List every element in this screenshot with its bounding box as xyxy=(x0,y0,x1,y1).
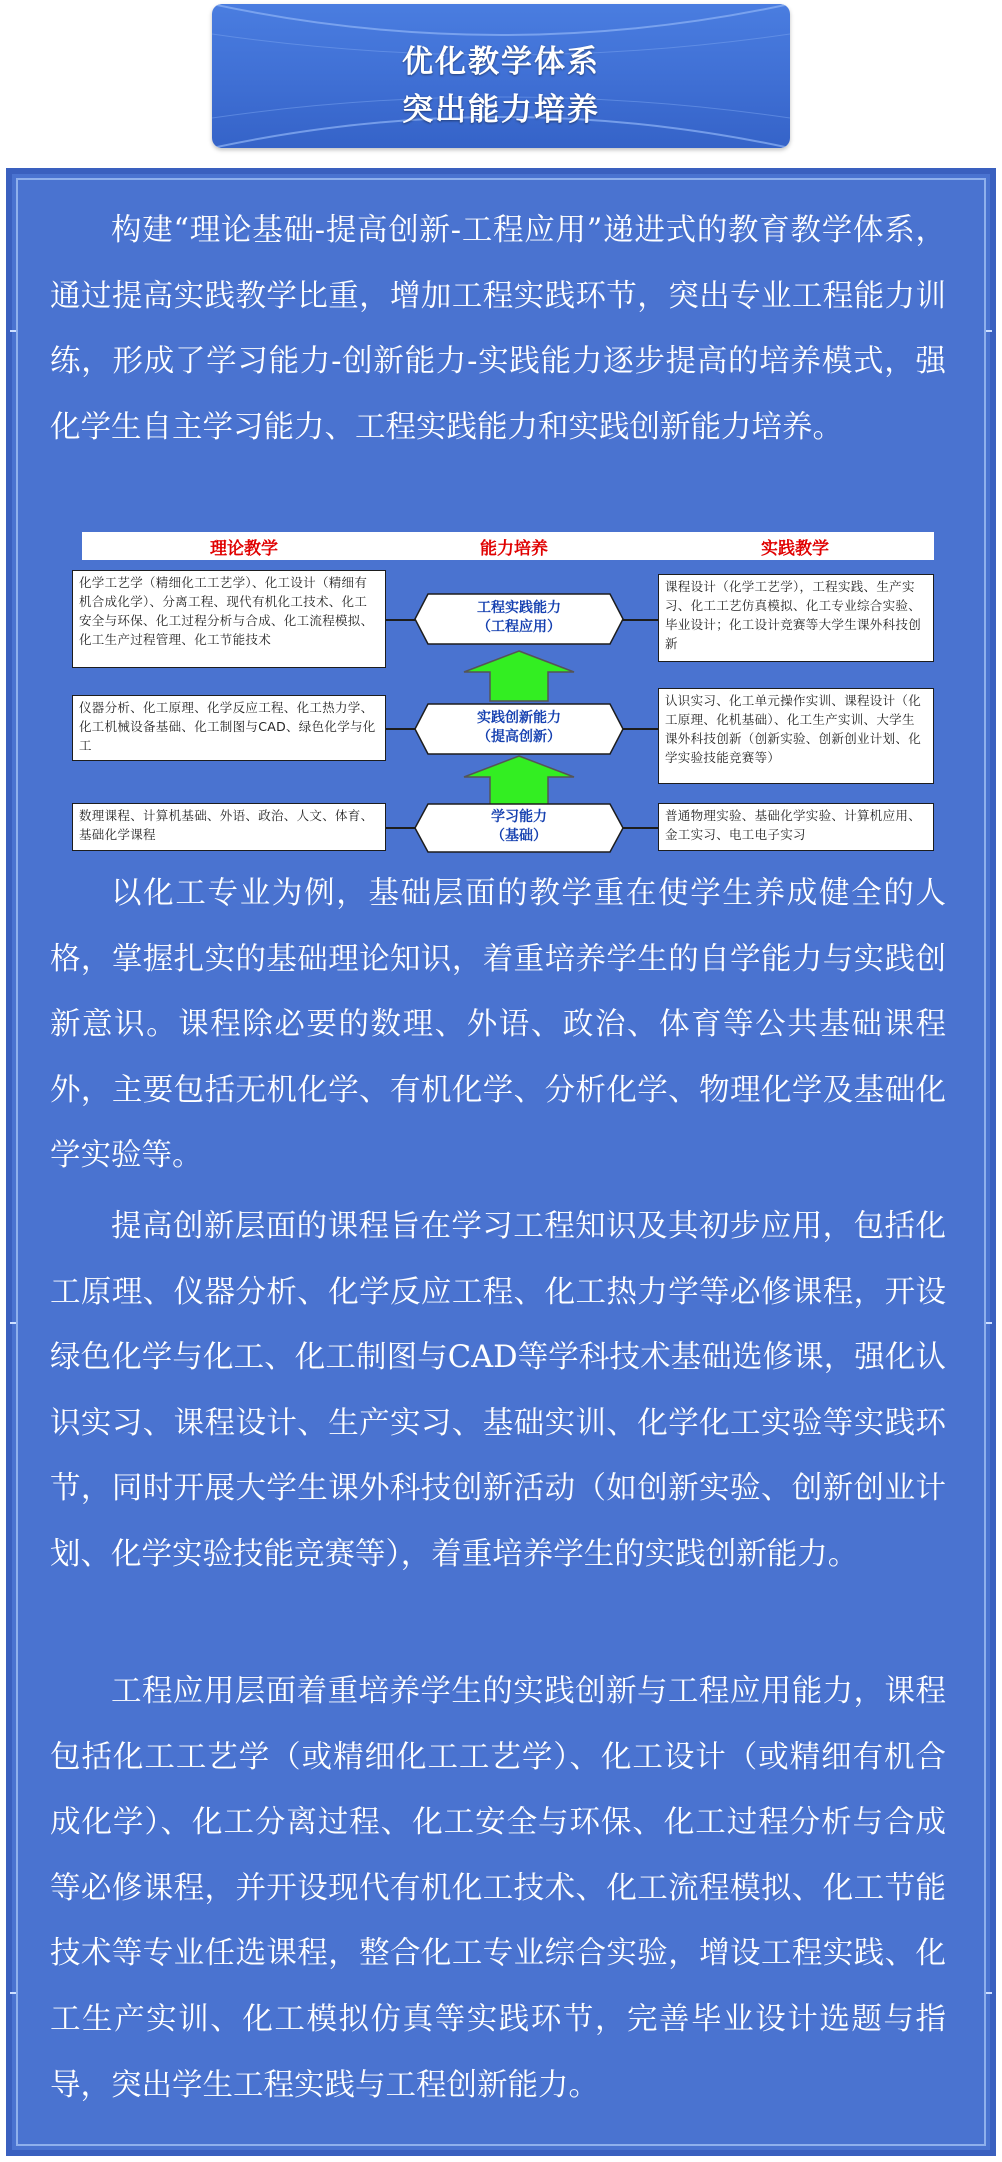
ability-label: 实践创新能力 xyxy=(477,710,561,726)
up-arrow-icon xyxy=(462,755,576,807)
connector-line xyxy=(623,728,658,730)
edge-tick xyxy=(10,330,16,332)
ability-label: 学习能力 xyxy=(491,809,547,825)
paragraph-intro: 构建“理论基础-提高创新-工程应用”递进式的教育教学体系，通过提高实践教学比重，增加工程实践环节，突出专业工程能力训练，形成了学习能力-创新能力-实践能力逐步提高的培养模式，强化学生自主学习能力、工程实践能力和实践创新能力培养。 xyxy=(50,213,946,445)
paragraph-engineering-level: 工程应用层面着重培养学生的实践创新与工程应用能力，课程包括化工工艺学（或精细化工工艺学）、化工设计（或精细有机合成化学）、化工分离过程、化工安全与环保、化工过程分析与合成等必修课程，并开设现代有机化工技术、化工流程模拟、化工节能技术等专业任选课程，整合化工专业综合实验，增设工程实践、化工生产实训、化工模拟仿真等实践环节，完善毕业设计选题与指导，突出学生工程实践与工程创新能力。 xyxy=(50,1674,946,2103)
ability-node-basic xyxy=(414,803,624,851)
edge-tick xyxy=(986,1992,992,1994)
connector-line xyxy=(623,827,658,829)
paragraph-basic-level: 以化工专业为例，基础层面的教学重在使学生养成健全的人格，掌握扎实的基础理论知识，着重培养学生的自学能力与实践创新意识。课程除必要的数理、外语、政治、体育等公共基础课程外，主要包括无机化学、有机化学、分析化学、物理化学及基础化学实验等。 xyxy=(50,876,946,1174)
ability-sublabel: （工程应用） xyxy=(477,619,561,635)
header-theory: 理论教学 xyxy=(210,539,278,559)
ability-sublabel: （提高创新） xyxy=(477,729,561,745)
title-banner xyxy=(212,4,790,148)
edge-tick xyxy=(10,1322,16,1324)
connector-line xyxy=(385,728,415,730)
connector-line xyxy=(623,619,658,621)
banner-title-line-2: 突出能力培养 xyxy=(402,92,600,128)
connector-line xyxy=(385,827,415,829)
header-ability: 能力培养 xyxy=(480,539,548,559)
diagram-header-row xyxy=(82,532,934,560)
edge-tick xyxy=(986,1322,992,1324)
edge-tick xyxy=(10,1992,16,1994)
connector-line xyxy=(385,619,415,621)
paragraph-innovation-level: 提高创新层面的课程旨在学习工程知识及其初步应用，包括化工原理、仪器分析、化学反应工程、化工热力学等必修课程，开设绿色化学与化工、化工制图与CAD等学科技术基础选修课，强化认识实习、课程设计、生产实习、基础实训、化学化工实验等实践环节，同时开展大学生课外科技创新活动（如创新实验、创新创业计划、化学实验技能竞赛等），着重培养学生的实践创新能力。 xyxy=(50,1209,946,1572)
practice-box-basic: 普通物理实验、基础化学实验、计算机应用、金工实习、电工电子实习 xyxy=(658,803,934,851)
theory-box-basic: 数理课程、计算机基础、外语、政治、人文、体育、基础化学课程 xyxy=(72,803,386,851)
practice-box-engineering: 课程设计（化学工艺学），工程实践、生产实习、化工工艺仿真模拟、化工专业综合实验、毕业设计；化工设计竞赛等大学生课外科技创新 xyxy=(658,574,934,662)
practice-box-innovation: 认识实习、化工单元操作实训、课程设计（化工原理、化机基础）、化工生产实训、大学生课外科技创新（创新实验、创新创业计划、化学实验技能竞赛等） xyxy=(658,688,934,784)
edge-tick xyxy=(986,330,992,332)
ability-label: 工程实践能力 xyxy=(477,600,561,616)
theory-box-innovation: 仪器分析、化工原理、化学反应工程、化工热力学、化工机械设备基础、化工制图与CAD、绿色化学与化工 xyxy=(72,695,386,761)
ability-node-engineering xyxy=(414,593,624,645)
theory-box-engineering: 化学工艺学（精细化工工艺学）、化工设计（精细有机合成化学）、分离工程、现代有机化工技术、化工安全与环保、化工过程分析与合成、化工流程模拟、化工生产过程管理、化工节能技术 xyxy=(72,570,386,668)
banner-title-line-1: 优化教学体系 xyxy=(402,44,600,80)
teaching-system-diagram xyxy=(72,530,938,860)
ability-node-innovation xyxy=(414,703,624,755)
up-arrow-icon xyxy=(462,650,576,702)
ability-sublabel: （基础） xyxy=(491,828,547,844)
header-practice: 实践教学 xyxy=(761,539,829,559)
